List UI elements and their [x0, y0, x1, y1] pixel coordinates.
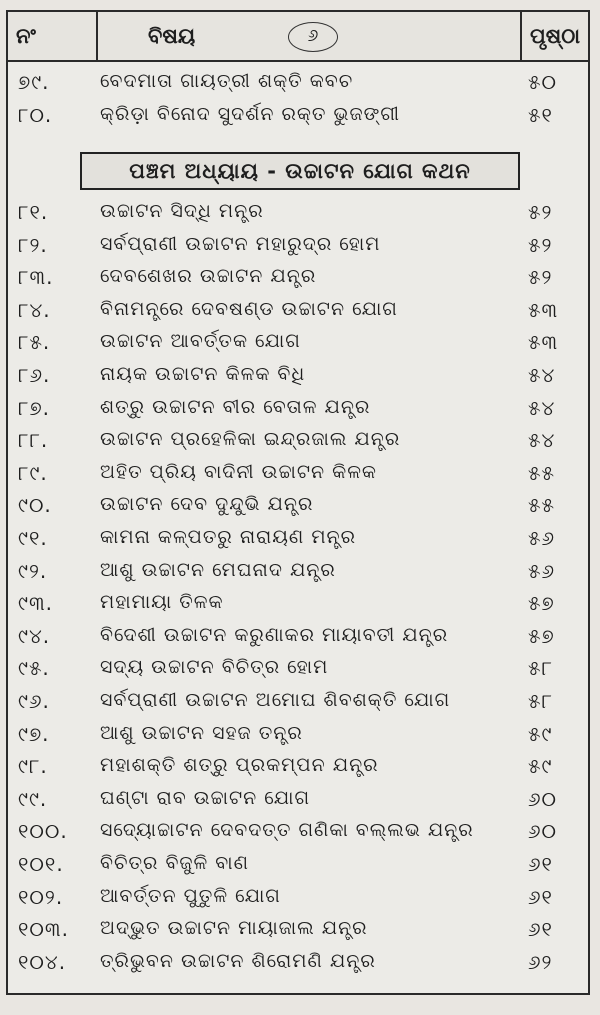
- entry-number: ୮୨.: [18, 232, 48, 257]
- entry-number: ୮୫.: [18, 330, 51, 355]
- contents-row: [8, 718, 588, 751]
- entry-number: ୮୧.: [18, 200, 49, 224]
- entry-title: ନାୟକ ଉଚ୍ଚାଟନ କିଳକ ବିଧି: [100, 363, 306, 385]
- entry-page: ୬୦: [528, 786, 558, 811]
- contents-row: [8, 229, 588, 262]
- contents-row: [8, 685, 588, 718]
- entry-page: ୫୩: [528, 297, 559, 322]
- entry-page: ୫୮: [528, 689, 553, 713]
- contents-row: [8, 489, 588, 522]
- entry-title: ଆଶୁ ଉଚ୍ଚାଟନ ସହଜ ତନ୍ତ୍ର: [100, 721, 303, 744]
- header-subject-label: ବିଷୟ: [148, 24, 196, 48]
- entry-page: ୫୭: [528, 623, 555, 648]
- entry-page: ୫୫: [528, 460, 555, 485]
- entry-page: ୫୬: [528, 558, 556, 583]
- entry-number: ୭୯.: [18, 70, 50, 94]
- entry-page: ୬୧: [528, 917, 553, 942]
- entry-page: ୫୨: [528, 232, 553, 257]
- entry-title: ମହାଶକ୍ତି ଶତ୍ରୁ ପ୍ରକମ୍ପନ ଯନ୍ତ୍ର: [100, 754, 379, 777]
- entry-title: ଉଚ୍ଚାଟନ ଦେବ ଦୁନ୍ଦୁଭି ଯନ୍ତ୍ର: [100, 493, 314, 516]
- entry-title: ବେଦମାତା ଗାୟତ୍ରୀ ଶକ୍ତି କବଚ: [100, 70, 354, 92]
- entry-page: ୫୭: [528, 591, 555, 616]
- entry-number: ୯୨.: [18, 558, 48, 583]
- entry-number: ୮୩.: [18, 265, 54, 290]
- entry-page: ୫୩: [528, 330, 559, 355]
- page-number-mark: ୬: [288, 22, 338, 52]
- entry-number: ୯୯.: [18, 786, 48, 811]
- entry-number: ୯୬.: [18, 689, 50, 713]
- contents-row: [8, 848, 588, 881]
- entry-title: ଅଦ୍ଭୁତ ଉଚ୍ଚାଟନ ମାୟାଜାଲ ଯନ୍ତ୍ର: [100, 917, 368, 940]
- entry-number: ୧୦୦.: [18, 819, 68, 844]
- chapter-heading: ପଞ୍ଚମ ଅଧ୍ୟାୟ - ଉଚ୍ଚାଟନ ଯୋଗ କଥନ: [80, 152, 520, 190]
- contents-row: [8, 392, 588, 425]
- entry-number: ୧୦୧.: [18, 852, 64, 876]
- contents-row: [8, 457, 588, 490]
- entry-number: ୯୪.: [18, 623, 51, 648]
- entry-title: ଦେବଶେଖର ଉଚ୍ଚାଟନ ଯନ୍ତ୍ର: [100, 265, 317, 288]
- entry-page: ୬୧: [528, 884, 553, 909]
- contents-row: [8, 783, 588, 816]
- contents-row: [8, 620, 588, 653]
- contents-page: [6, 10, 590, 995]
- entry-number: ୮୮.: [18, 428, 49, 453]
- entry-page: ୫୫: [528, 493, 555, 518]
- entry-page: ୫୬: [528, 526, 556, 550]
- entry-title: ବିଚିତ୍ର ବିଜୁଳି ବାଣ: [100, 852, 249, 874]
- entry-number: ୯୮.: [18, 754, 48, 779]
- entry-number: ୮୦.: [18, 103, 53, 127]
- entry-title: ଉଚ୍ଚାଟନ ପ୍ରହେଳିକା ଇନ୍ଦ୍ରଜାଲ ଯନ୍ତ୍ର: [100, 428, 401, 451]
- header-number-label: ନଂ: [16, 24, 36, 48]
- entry-title: ତ୍ରିଭୁବନ ଉଚ୍ଚାଟନ ଶିରୋମଣି ଯନ୍ତ୍ର: [100, 949, 376, 972]
- contents-row: [8, 424, 588, 457]
- contents-row: [8, 261, 588, 294]
- header-divider: [520, 12, 522, 60]
- entry-title: ଉଚ୍ଚାଟନ ସିଦ୍ଧି ମନ୍ତ୍ର: [100, 200, 264, 222]
- entry-title: ଆବର୍ତ୍ତନ ପୁତୁଳି ଯୋଗ: [100, 884, 281, 907]
- contents-row: [8, 555, 588, 588]
- entry-number: ୯୦.: [18, 493, 52, 518]
- entry-title: ଉଚ୍ଚାଟନ ଆବର୍ତ୍ତକ ଯୋଗ: [100, 330, 301, 353]
- contents-row: [8, 196, 588, 229]
- entry-title: କାମନା କଳ୍ପତରୁ ନାରାୟଣ ମନ୍ତ୍ର: [100, 526, 357, 548]
- entry-page: ୫୦: [528, 70, 557, 94]
- header-divider: [96, 12, 98, 60]
- contents-row: [8, 587, 588, 620]
- header-page-label: ପୃଷ୍ଠା: [530, 24, 581, 48]
- entry-number: ୮୪.: [18, 297, 51, 322]
- entry-title: ସଦ୍ୟୋଚ୍ଚାଟନ ଦେବଦତ୍ତ ଗଣିକା ବଲ୍ଲଭ ଯନ୍ତ୍ର: [100, 819, 474, 842]
- entry-page: ୬୦: [528, 819, 558, 844]
- contents-row: [8, 750, 588, 783]
- contents-row: [8, 359, 588, 392]
- entry-page: ୫୪: [528, 363, 556, 387]
- contents-row: [8, 294, 588, 327]
- entry-number: ୧୦୪.: [18, 949, 67, 974]
- entry-title: କ୍ରିଡ଼ା ବିନୋଦ ସୁଦର୍ଶନ ରକ୍ତ ଭୁଜଙ୍ଗୀ: [100, 103, 401, 125]
- entry-number: ୮୬.: [18, 363, 51, 387]
- contents-row: [8, 326, 588, 359]
- entry-page: ୫୯: [528, 754, 553, 779]
- entry-title: ସର୍ବପ୍ରାଣୀ ଉଚ୍ଚାଟନ ଅମୋଘ ଶିବଶକ୍ତି ଯୋଗ: [100, 689, 451, 711]
- contents-row: [8, 881, 588, 914]
- entry-title: ଶତ୍ରୁ ଉଚ୍ଚାଟନ ବୀର ବେତାଳ ଯନ୍ତ୍ର: [100, 395, 371, 418]
- entry-number: ୯୫.: [18, 656, 50, 681]
- contents-row: [8, 946, 588, 979]
- entry-title: ସର୍ବପ୍ରାଣୀ ଉଚ୍ଚାଟନ ମହାରୁଦ୍ର ହୋମ: [100, 232, 381, 255]
- contents-row: [8, 815, 588, 848]
- entry-page: ୫୨: [528, 265, 553, 290]
- entry-number: ୮୭.: [18, 395, 51, 420]
- table-header: [8, 12, 588, 62]
- entry-page: ୫୪: [528, 395, 556, 420]
- contents-row: [8, 99, 588, 132]
- entry-page: ୫୮: [528, 656, 553, 681]
- entry-title: ଅହିତ ପ୍ରିୟ ବାଦିନୀ ଉଚ୍ଚାଟନ କିଳକ: [100, 460, 377, 483]
- entry-number: ୮୯.: [18, 460, 48, 485]
- entry-number: ୯୩.: [18, 591, 54, 616]
- entry-title: ବିଦେଶୀ ଉଚ୍ଚାଟନ କରୁଣାକର ମାୟାବତୀ ଯନ୍ତ୍ର: [100, 623, 449, 646]
- entry-page: ୬୧: [528, 852, 553, 876]
- entry-title: ମହାମାୟା ତିଳକ: [100, 591, 224, 614]
- entry-number: ୧୦୩.: [18, 917, 69, 942]
- contents-row: [8, 913, 588, 946]
- entry-number: ୯୧.: [18, 526, 48, 550]
- entry-page: ୫୪: [528, 428, 556, 453]
- entry-number: ୧୦୨.: [18, 884, 64, 909]
- entry-title: ବିନାମନ୍ତ୍ରେ ଦେବଷଣ୍ଡ ଉଚ୍ଚାଟନ ଯୋଗ: [100, 297, 398, 320]
- entry-title: ସଦ୍ୟ ଉଚ୍ଚାଟନ ବିଚିତ୍ର ହୋମ: [100, 656, 329, 679]
- entry-page: ୫୨: [528, 200, 553, 224]
- contents-row: [8, 66, 588, 99]
- contents-row: [8, 522, 588, 555]
- entry-number: ୯୭.: [18, 721, 50, 746]
- entry-title: ଘଣ୍ଟା ରାବ ଉଚ୍ଚାଟନ ଯୋଗ: [100, 786, 311, 809]
- entry-page: ୫୯: [528, 721, 553, 746]
- entry-title: ଆଶୁ ଉଚ୍ଚାଟନ ମେଘନାଦ ଯନ୍ତ୍ର: [100, 558, 336, 581]
- contents-row: [8, 652, 588, 685]
- entry-page: ୫୧: [528, 103, 553, 127]
- entry-page: ୬୨: [528, 949, 553, 974]
